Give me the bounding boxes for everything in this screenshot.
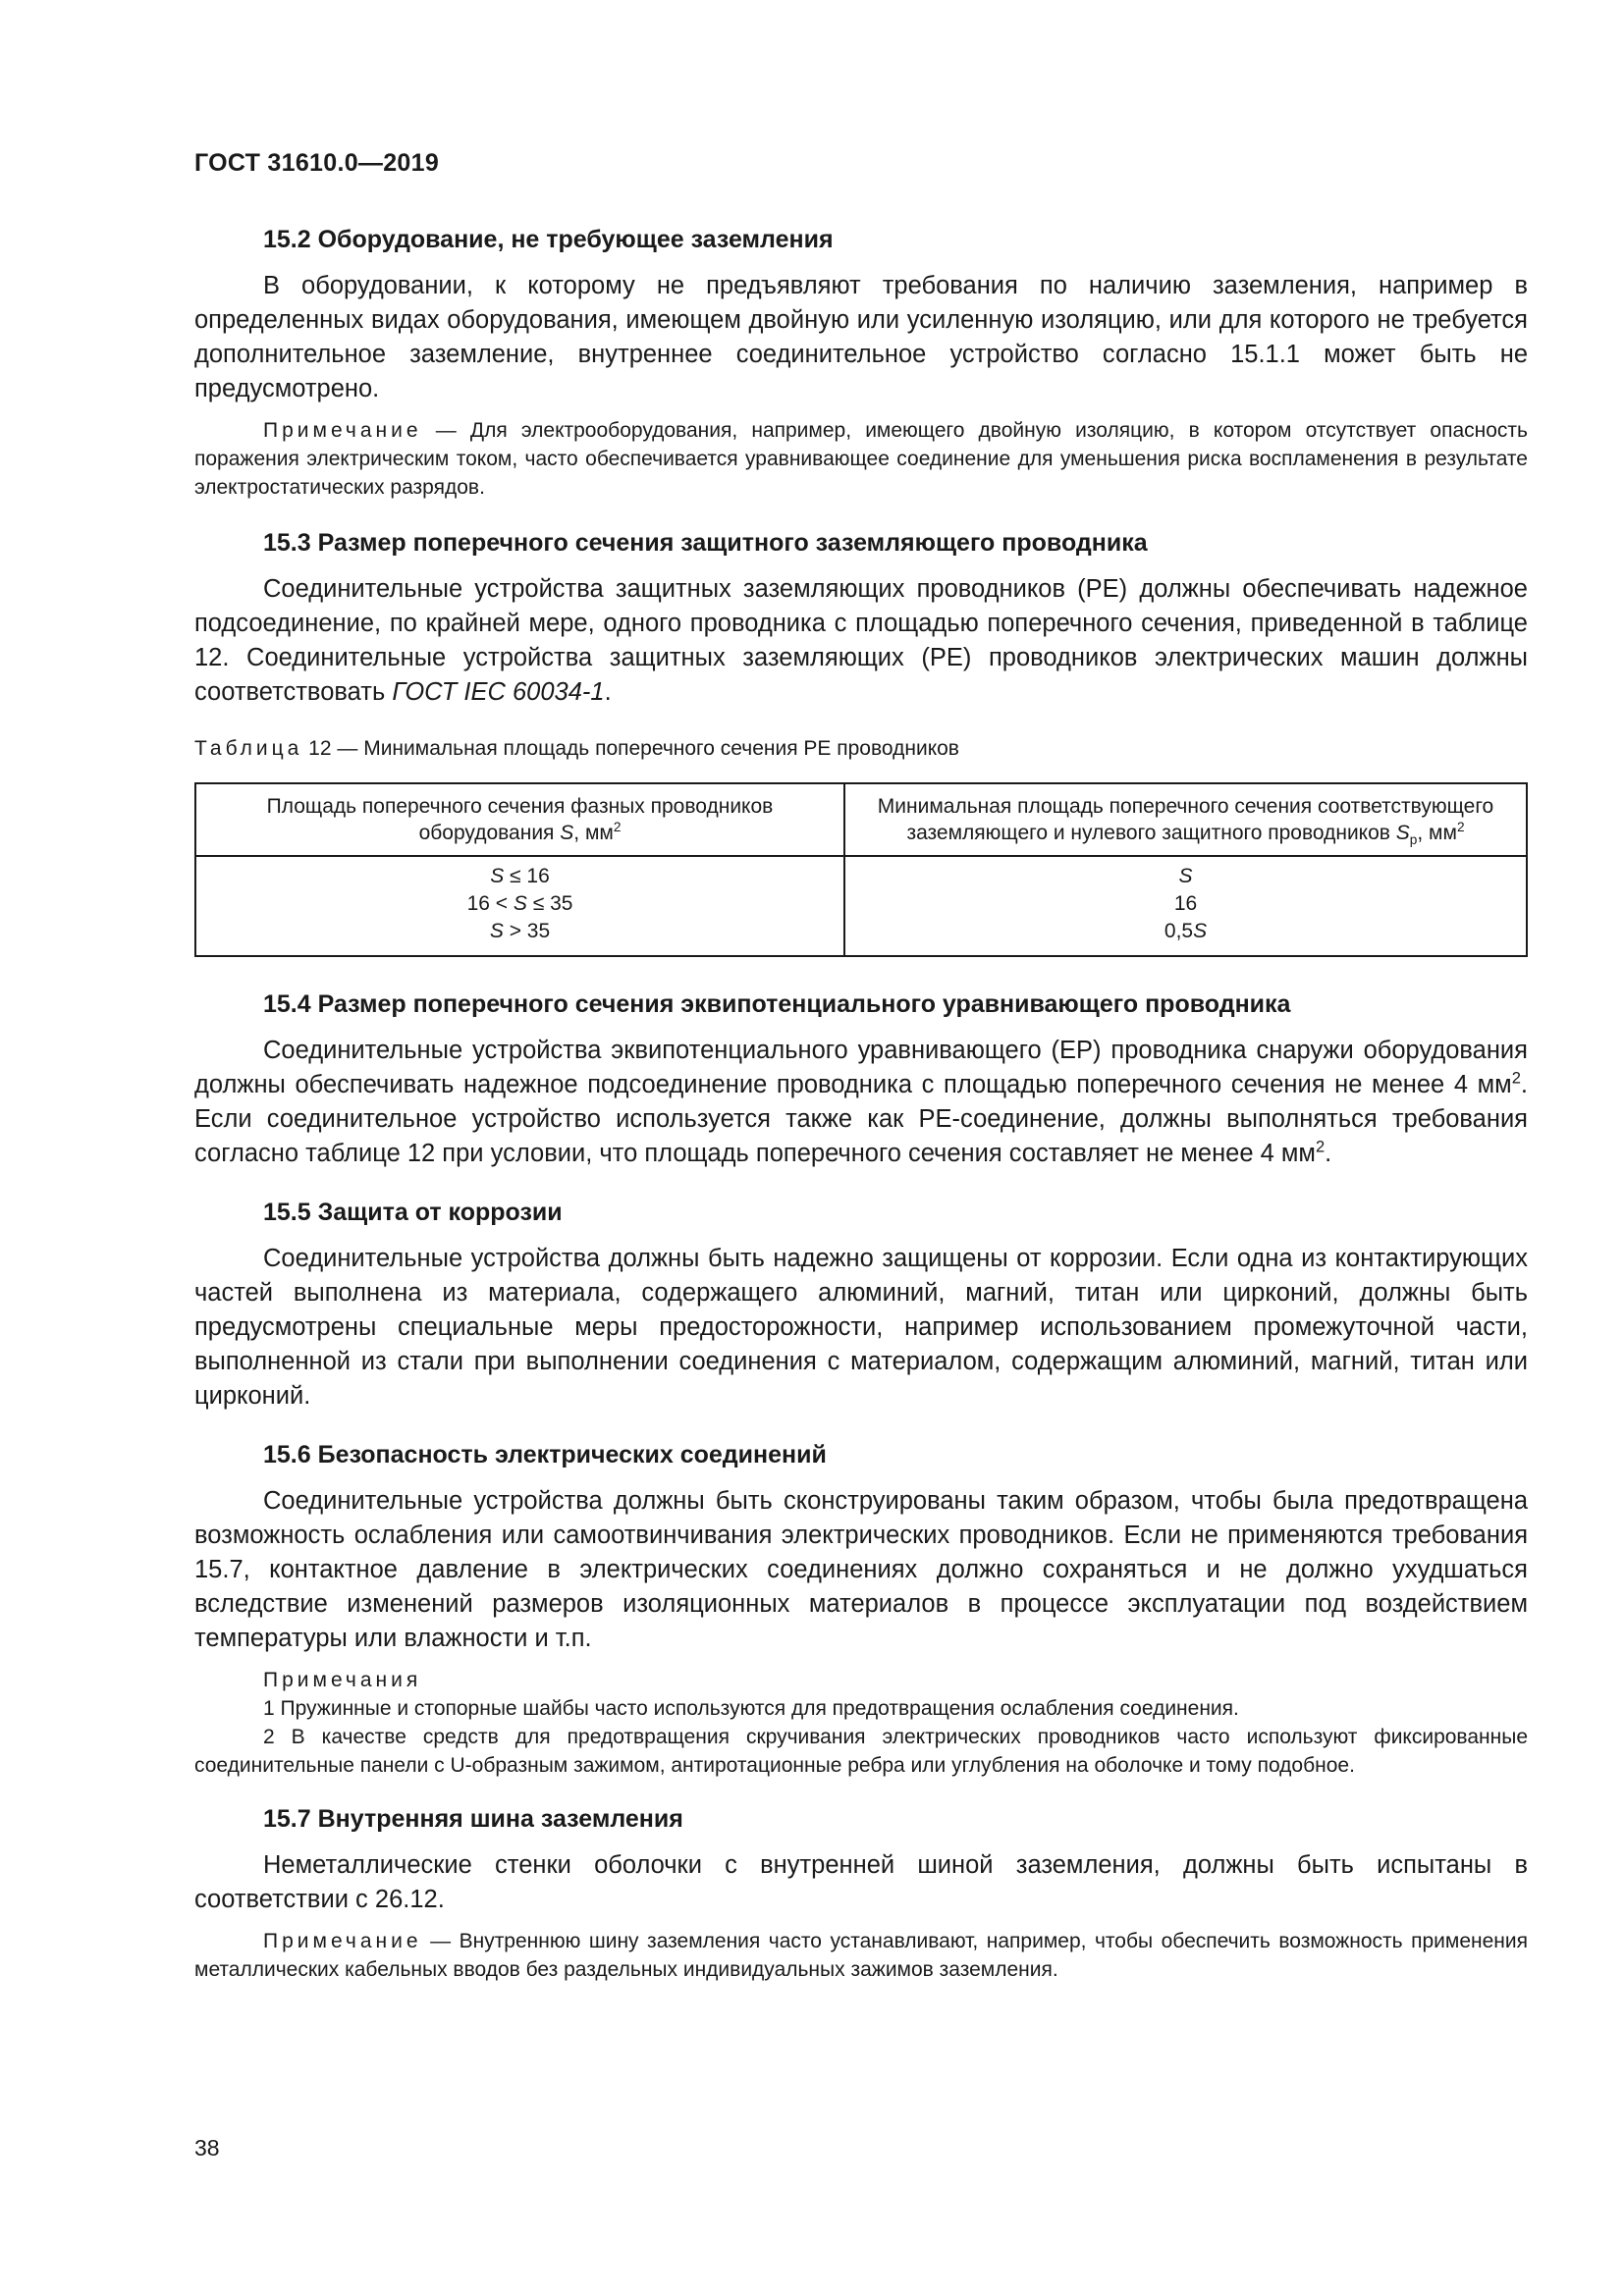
cell-line: S	[1178, 865, 1193, 887]
section-title: 15.2 Оборудование, не требующее заземления	[263, 226, 834, 253]
cell-line: 0,5S	[1164, 920, 1208, 942]
note-label: Примечание	[263, 419, 422, 442]
section-15-4	[194, 988, 1528, 1171]
cell-line: 16 < S ≤ 35	[466, 892, 573, 915]
section-15-3	[194, 527, 1528, 957]
column-header-phase-conductor-area: Площадь поперечного сечения фазных проводников оборудования S, $мм^2$	[195, 783, 844, 856]
standard-reference: ГОСТ IEC 60034-1	[392, 678, 605, 706]
table-cell-pe-areas	[844, 856, 1527, 956]
table-row	[195, 856, 1527, 956]
note-text: — Для электрооборудования, например, имеющего двойную изоляцию, в котором отсутствует опасность поражения электрическим током, часто обеспечивается уравнивающее соединение для уменьшения риска воспламенения в результате электростатических разрядов.	[194, 419, 1528, 499]
table-caption	[194, 735, 1528, 763]
notes-label: Примечания	[263, 1669, 422, 1691]
note-item: 1 Пружинные и стопорные шайбы часто используются для предотвращения ослабления соединения.	[263, 1697, 1239, 1720]
paragraph	[194, 572, 1528, 710]
document-body	[194, 224, 1528, 1984]
section-15-7	[194, 1803, 1528, 1984]
paragraph: Соединительные устройства должны быть сконструированы таким образом, чтобы была предотвращена возможность ослабления или самоотвинчивания электрических проводников. Если не применяются требования 15.7, контактное давление в электрических соединениях должно сохраняться и не должно ухудшаться вследствие изменений размеров изоляционных материалов в процессе эксплуатации под воздействием температуры или влажности и т.п.	[194, 1487, 1528, 1652]
section-title: 15.4 Размер поперечного сечения эквипотенциального уравнивающего проводника	[263, 990, 1291, 1018]
note-label: Примечание	[263, 1930, 422, 1952]
section-title: 15.6 Безопасность электрических соединений	[263, 1441, 827, 1468]
table-caption-text: 12 — Минимальная площадь поперечного сечения PE проводников	[302, 737, 959, 760]
cell-line: S ≤ 16	[490, 865, 550, 887]
section-15-2	[194, 224, 1528, 502]
paragraph: Соединительные устройства эквипотенциального уравнивающего (EP) проводника снаружи оборудования должны обеспечивать надежное подсоединение проводника с площадью поперечного сечения не менее 4 $мм^2$. Если соединительное устройство используется также как PE-соединение, должны выполняться требования согласно таблице 12 при условии, что площадь поперечного сечения составляет не менее 4 $мм^2$.	[194, 1037, 1528, 1167]
paragraph: В оборудовании, к которому не предъявляют требования по наличию заземления, например в определенных видах оборудования, имеющем двойную или усиленную изоляцию, или для которого не требуется дополнительное заземление, внутреннее соединительное устройство согласно 15.1.1 может быть не предусмотрено.	[194, 272, 1528, 402]
section-15-6	[194, 1439, 1528, 1780]
paragraph: Соединительные устройства должны быть надежно защищены от коррозии. Если одна из контактирующих частей выполнена из материала, содержащего алюминий, магний, титан или цирконий, должны быть предусмотрены специальные меры предосторожности, например использованием промежуточной части, выполненной из стали при выполнении соединения с материалом, содержащим алюминий, магний, титан или цирконий.	[194, 1245, 1528, 1410]
section-title: 15.7 Внутренняя шина заземления	[263, 1805, 683, 1833]
section-title: 15.5 Защита от коррозии	[263, 1199, 563, 1226]
table-cell-phase-areas	[195, 856, 844, 956]
cell-line: 16	[1173, 892, 1198, 915]
paragraph-end: .	[604, 678, 612, 706]
table-12	[194, 782, 1528, 957]
section-title: 15.3 Размер поперечного сечения защитного заземляющего проводника	[263, 529, 1148, 557]
note-item: 2 В качестве средств для предотвращения скручивания электрических проводников часто используют фиксированные соединительные панели с U-образным зажимом, антиротационные ребра или углубления на оболочке и тому подобное.	[194, 1726, 1528, 1777]
cell-line: S > 35	[489, 920, 551, 942]
section-15-5	[194, 1197, 1528, 1414]
table-caption-label: Таблица	[194, 737, 303, 760]
note	[194, 416, 1528, 502]
page-number: 38	[194, 2135, 220, 2161]
notes-block	[194, 1666, 1528, 1780]
table-header-row	[195, 783, 1527, 856]
column-header-pe-conductor-min-area: Минимальная площадь поперечного сечения соответствующего заземляющего и нулевого защитного проводников $S_p$, $мм^2$	[844, 783, 1527, 856]
paragraph-text: Соединительные устройства защитных заземляющих проводников (PE) должны обеспечивать надежное подсоединение, по крайней мере, одного проводника с площадью поперечного сечения, приведенной в таблице 12. Соединительные устройства защитных заземляющих (PE) проводников электрических машин должны соответствовать	[194, 575, 1528, 706]
document-header: ГОСТ 31610.0—2019	[194, 149, 440, 177]
paragraph: Неметаллические стенки оболочки с внутренней шиной заземления, должны быть испытаны в соответствии с 26.12.	[194, 1851, 1528, 1913]
note-text: — Внутреннюю шину заземления часто устанавливают, например, чтобы обеспечить возможность применения металлических кабельных вводов без раздельных индивидуальных зажимов заземления.	[194, 1930, 1528, 1981]
note	[194, 1927, 1528, 1984]
